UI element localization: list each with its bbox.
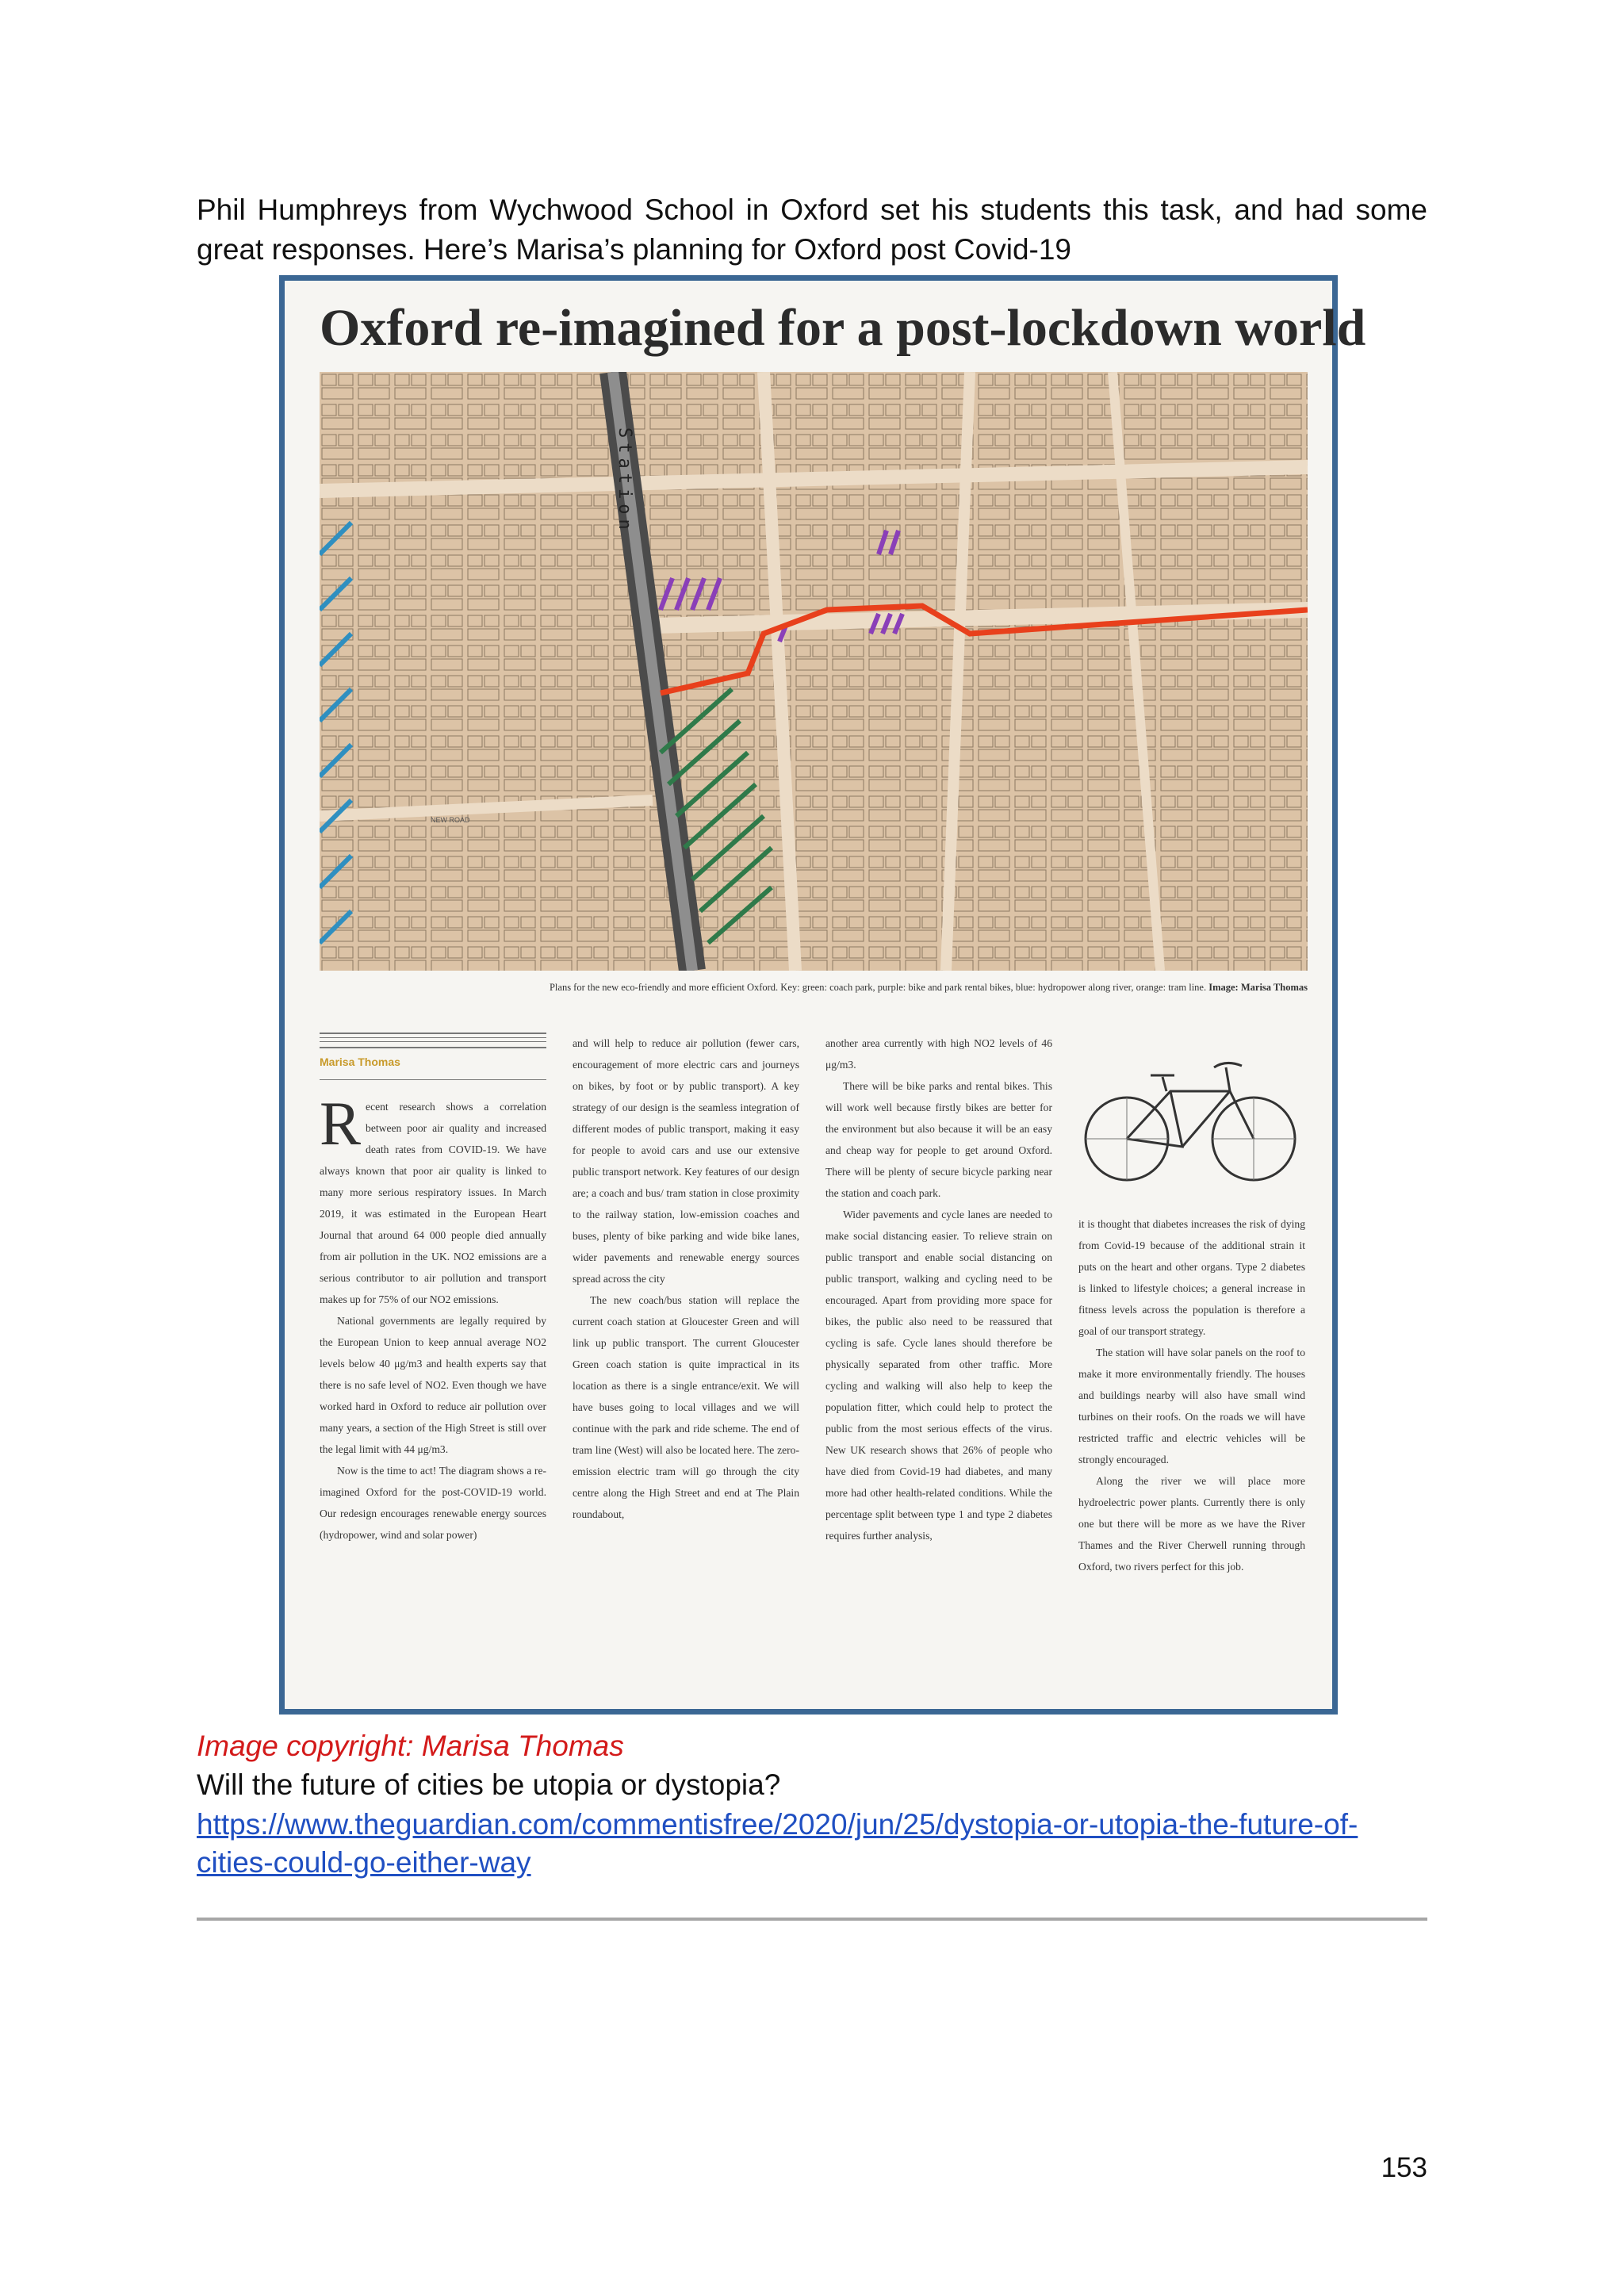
paragraph: another area currently with high NO2 levels of 46 μg/m3. [825, 1037, 1052, 1071]
section-divider [197, 1918, 1427, 1921]
paragraph: it is thought that diabetes increases the risk of dying from Covid-19 because of the additional strain it puts on the heart and other organs. Type 2 diabetes is linked to lifestyle choices; a general increase in fitness levels across the population is therefore a goal of our transport strategy. [1078, 1218, 1305, 1337]
drop-cap: R [320, 1089, 362, 1158]
map-caption [320, 982, 1308, 994]
map-caption-text: Plans for the new eco-friendly and more efficient Oxford. Key: green: coach park, purple: bike and park rental bikes, blue: hydropower along river, orange: tram line. [549, 982, 1207, 993]
paragraph: Along the river we will place more hydroelectric power plants. Currently there is only one but there will be more as we have the River Thames and the River Cherwell running through Oxford, two rivers perfect for this job. [1078, 1475, 1305, 1573]
page-number: 153 [1381, 2152, 1427, 2183]
paragraph: There will be bike parks and rental bikes. This will work well because firstly bikes are better for the environment but also because it will be an easy and cheap way for people to get around Oxford. There will be plenty of secure bicycle parking near the station and coach park. [825, 1080, 1052, 1199]
paragraph: The new coach/bus station will replace the current coach station at Gloucester Green and will link up public transport. The current Gloucester Green coach station is quite impractical in its location as there is a single entrance/exit. We will have buses going to local villages and we will continue with the park and ride scheme. The end of tram line (West) will also be located here. The zero-emission electric tram will go through the city centre along the High Street and end at The Plain roundabout, [573, 1294, 799, 1520]
map-drawing [320, 372, 1308, 971]
guardian-article-link[interactable]: https://www.theguardian.com/commentisfree/2020/jun/25/dystopia-or-utopia-the-future-of-cities-could-go-either-way [197, 1808, 1358, 1879]
question-text: Will the future of cities be utopia or dystopia? [197, 1768, 781, 1801]
paragraph: ecent research shows a correlation between poor air quality and increased death rates from COVID-19. We have always known that poor air quality is linked to many more serious respiratory issues. In March 2019, it was estimated in the European Heart Journal that around 64 000 people died annually from air pollution in the UK. NO2 emissions are a serious contributor to air pollution and transport makes up for 75% of our NO2 emissions. [320, 1101, 546, 1305]
article-column-1 [320, 1033, 546, 1546]
paragraph: Now is the time to act! The diagram shows a re-imagined Oxford for the post-COVID-19 world. Our redesign encourages renewable energy sources (hydropower, wind and solar power) [320, 1465, 546, 1541]
paragraph: The station will have solar panels on the roof to make it more environmentally friendly. The houses and buildings nearby will also have small wind turbines on their roofs. On the roads we will have restricted traffic and electric vehicles will be strongly encouraged. [1078, 1347, 1305, 1466]
intro-paragraph: Phil Humphreys from Wychwood School in Oxford set his students this task, and had some great responses. Here’s Marisa’s planning for Oxford post Covid-19 [197, 193, 1427, 266]
map-station-label: Station [615, 427, 634, 534]
article-headline: Oxford re-imagined for a post-lockdown world [320, 299, 1366, 357]
image-copyright: Image copyright: Marisa Thomas [197, 1730, 624, 1762]
paragraph: National governments are legally required by the European Union to keep annual average NO2 levels below 40 μg/m3 and health experts say that there is no safe level of NO2. Even though we have worked hard in Oxford to reduce air pollution over many years, a section of the High Street is still over the legal limit with 44 μg/m3. [320, 1315, 546, 1455]
paragraph: Wider pavements and cycle lanes are needed to make social distancing easier. To relieve strain on public transport and enable social distancing on public transport, walking and cycling need to be encouraged. Apart from providing more space for bikes, the public also need to be reassured that cycling is safe. Cycle lanes should therefore be physically separated from other traffic. More cycling and walking will also help to keep the population fitter, which could help to protect the public from the most serious effects of the virus. New UK research shows that 26% of people who have died from Covid-19 had diabetes, and many more had other health-related conditions. While the percentage split between type 1 and type 2 diabetes requires further analysis, [825, 1209, 1052, 1542]
article-column-3 [825, 1033, 1052, 1546]
article-byline: Marisa Thomas [320, 1052, 546, 1080]
paragraph: and will help to reduce air pollution (fewer cars, encouragement of more electric cars and journeys on bikes, by foot or by public transport). A key strategy of our design is the seamless integration of different modes of public transport, making it easy for people to avoid cars and use our extensive public transport network. Key features of our design are; a coach and bus/ tram station in close proximity to the railway station, low-emission coaches and buses, plenty of bike parking and wide bike lanes, wider pavements and renewable energy sources spread across the city [573, 1037, 799, 1285]
bicycle-illustration [1079, 1036, 1306, 1210]
article-clipping [279, 275, 1366, 1715]
map-new-road-label: NEW ROAD [431, 816, 470, 824]
article-column-2 [573, 1033, 799, 1525]
article-column-4 [1078, 1213, 1305, 1577]
byline-rules [320, 1033, 546, 1048]
map-caption-credit: Image: Marisa Thomas [1208, 982, 1308, 993]
oxford-map-image [320, 372, 1308, 971]
